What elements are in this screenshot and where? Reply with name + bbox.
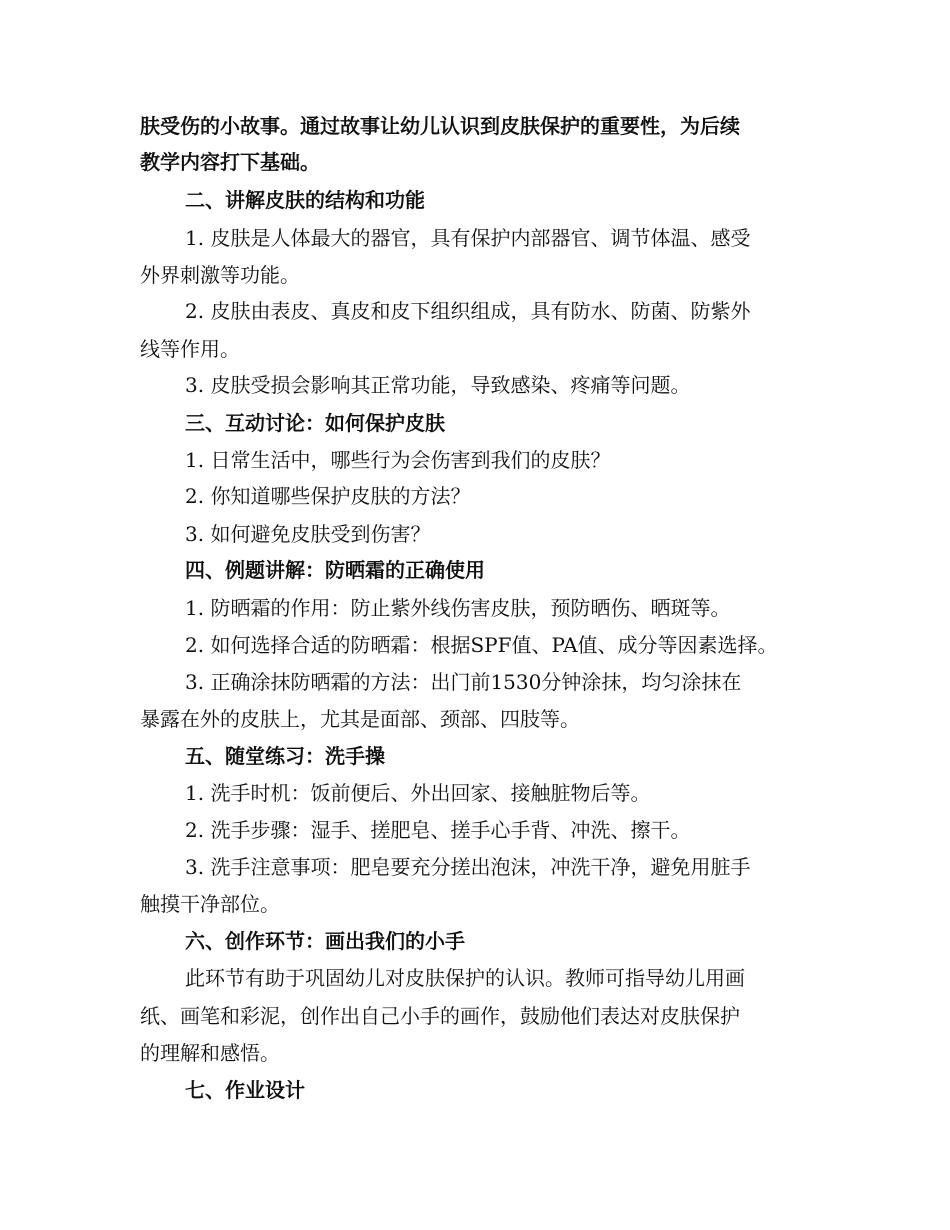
- section-heading: 二、讲解皮肤的结构和功能: [185, 188, 425, 212]
- list-item: 2. 洗手步骤：湿手、搓肥皂、搓手心手背、冲洗、擦干。: [185, 818, 691, 842]
- list-item: 3. 如何避免皮肤受到伤害？: [185, 522, 431, 546]
- list-item: 3. 正确涂抹防晒霜的方法：出门前1530分钟涂抹，均匀涂抹在: [185, 670, 742, 694]
- list-item: 2. 你知道哪些保护皮肤的方法？: [185, 484, 471, 508]
- list-item: 3. 皮肤受损会影响其正常功能，导致感染、疼痛等问题。: [185, 373, 691, 397]
- section-heading: 六、创作环节：画出我们的小手: [185, 929, 465, 953]
- list-item: 1. 日常生活中，哪些行为会伤害到我们的皮肤？: [185, 448, 611, 472]
- paragraph-line: 的理解和感悟。: [140, 1041, 280, 1065]
- paragraph-line: 教学内容打下基础。: [140, 150, 320, 174]
- section-heading: 三、互动讨论：如何保护皮肤: [185, 411, 445, 435]
- list-item: 1. 皮肤是人体最大的器官，具有保护内部器官、调节体温、感受: [185, 226, 751, 250]
- paragraph-line: 此环节有助于巩固幼儿对皮肤保护的认识。教师可指导幼儿用画: [185, 966, 745, 990]
- section-heading: 七、作业设计: [185, 1078, 305, 1102]
- list-item: 1. 防晒霜的作用：防止紫外线伤害皮肤，预防晒伤、晒斑等。: [185, 596, 731, 620]
- list-item-continuation: 线等作用。: [140, 337, 240, 361]
- paragraph-line: 肤受伤的小故事。通过故事让幼儿认识到皮肤保护的重要性，为后续: [140, 114, 740, 138]
- list-item: 2. 皮肤由表皮、真皮和皮下组织组成，具有防水、防菌、防紫外: [185, 299, 751, 323]
- list-item-continuation: 暴露在外的皮肤上，尤其是面部、颈部、四肢等。: [140, 707, 580, 731]
- section-heading: 四、例题讲解：防晒霜的正确使用: [185, 558, 485, 582]
- paragraph-line: 纸、画笔和彩泥，创作出自己小手的画作，鼓励他们表达对皮肤保护: [140, 1004, 740, 1028]
- list-item-continuation: 触摸干净部位。: [140, 892, 280, 916]
- section-heading: 五、随堂练习：洗手操: [185, 744, 385, 768]
- list-item: 1. 洗手时机：饭前便后、外出回家、接触脏物后等。: [185, 781, 651, 805]
- list-item-continuation: 外界刺激等功能。: [140, 263, 300, 287]
- list-item: 3. 洗手注意事项：肥皂要充分搓出泡沫，冲洗干净，避免用脏手: [185, 855, 751, 879]
- list-item: 2. 如何选择合适的防晒霜：根据SPF值、PA值、成分等因素选择。: [185, 633, 778, 657]
